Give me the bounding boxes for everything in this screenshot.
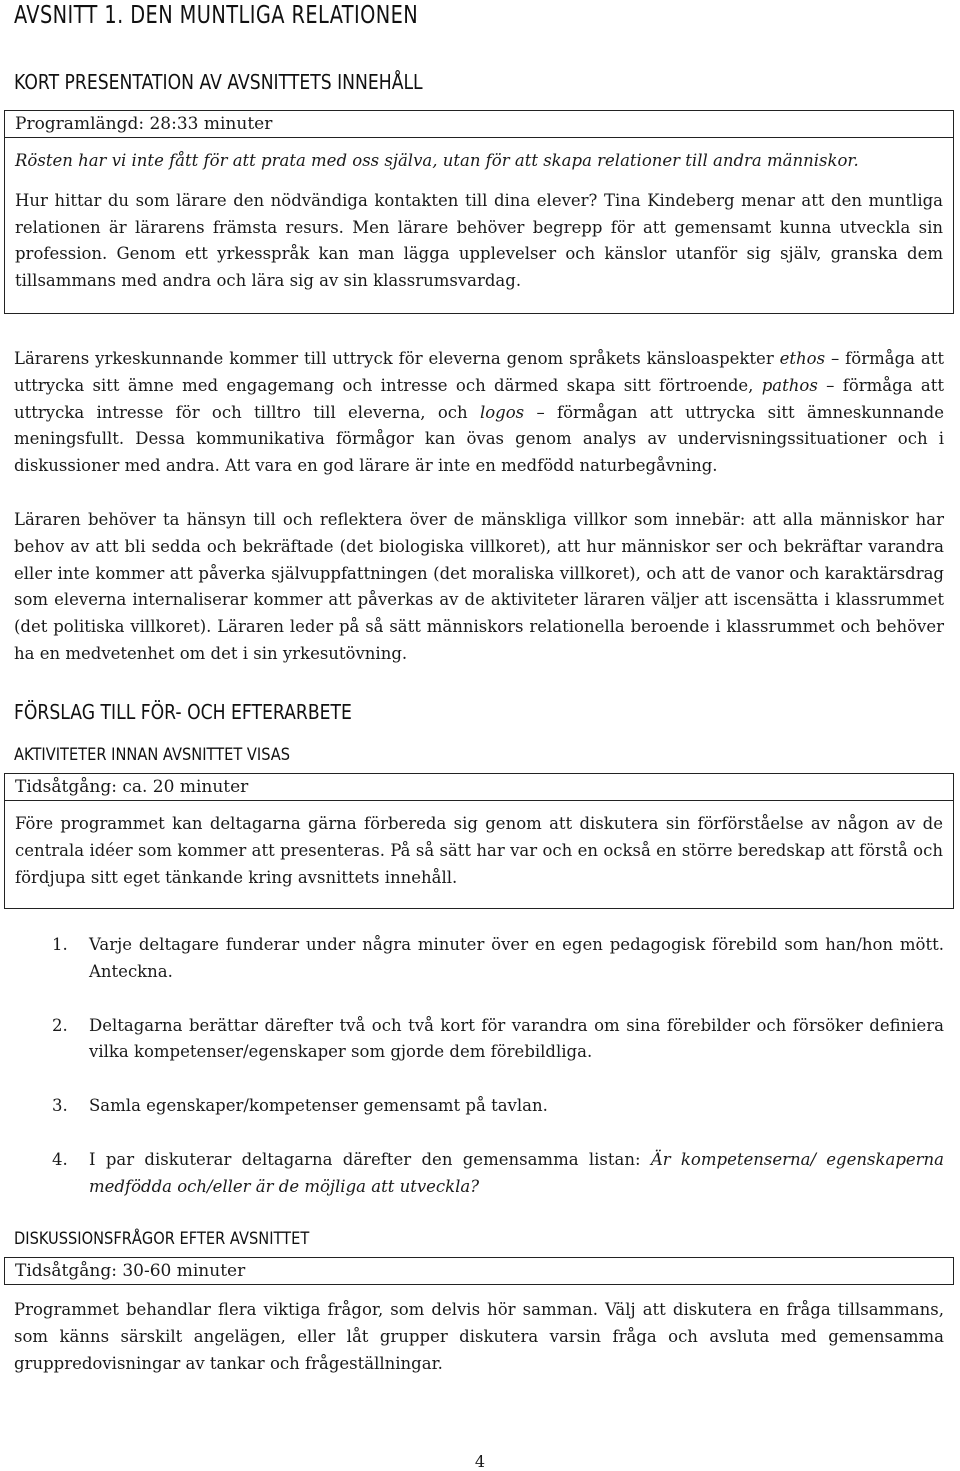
activities-box	[4, 773, 954, 909]
discussion-body: Programmet behandlar flera viktiga frågor, som delvis hör samman. Välj att diskutera en fråga tillsammans, som känns särskilt angelägen, eller låt grupper diskutera varsin fråga och avsluta med gemensamma gruppredovisningar av tankar och frågeställningar.	[14, 1300, 944, 1373]
activity-list	[14, 932, 944, 1228]
section-heading-discussion: DISKUSSIONSFRÅGOR EFTER AVSNITTET	[14, 1229, 310, 1249]
activities-body: Före programmet kan deltagarna gärna förbereda sig genom att diskutera sin förförståelse av någon av de centrala idéer som kommer att presenteras. På så sätt har var och en också en större beredskap att förstå och fördjupa sitt eget tänkande kring avsnittets innehåll.	[15, 814, 943, 887]
time-required: Tidsåtgång: ca. 20 minuter	[5, 774, 953, 801]
competence-paragraph: Lärarens yrkeskunnande kommer till uttryck för eleverna genom språkets känsloaspekter ethos – förmåga att uttrycka sitt ämne med engagemang och intresse och därmed skapa sitt förtroende, pathos – förmåga att uttrycka intresse för och tilltro till eleverna, och logos – förmågan att uttrycka sitt ämneskunnande meningsfullt. Dessa kommunikativa förmågor kan övas genom analys av undervisningssituationer och i diskussioner med andra. Att vara en god lärare är inte en medfödd naturbegåvning.	[14, 349, 944, 476]
section-heading-work: FÖRSLAG TILL FÖR- OCH EFTERARBETE	[14, 700, 352, 724]
program-length: Programlängd: 28:33 minuter	[5, 111, 953, 138]
presentation-box	[4, 110, 954, 314]
sub-heading-before: AKTIVITETER INNAN AVSNITTET VISAS	[14, 745, 291, 765]
section-heading-presentation: KORT PRESENTATION AV AVSNITTETS INNEHÅLL	[14, 70, 423, 94]
list-item: 2. Deltagarna berättar därefter två och två kort för varandra om sina förebilder och försöker definiera vilka kompetenser/egenskaper som gjorde dem förebildliga.	[52, 1015, 944, 1062]
conditions-paragraph: Läraren behöver ta hänsyn till och reflektera över de mänskliga villkor som innebär: att alla människor har behov av att bli sedda och bekräftade (det biologiska villkoret), att hur människor ser och bekräftar varandra eller inte kommer att påverka självuppfattningen (det moraliska villkoret), och att de vanor och karaktärsdrag som eleverna internaliserar kommer att påverkas av de aktiviteter läraren väljer att iscensätta i klassrummet (det politiska villkoret). Läraren leder på så sätt människors relationella beroende i klassrummet och behöver ha en medvetenhet om det i sin yrkesutövning.	[14, 510, 944, 663]
list-item: 1. Varje deltagare funderar under några minuter över en egen pedagogisk förebild som han/hon mött. Anteckna.	[52, 935, 944, 981]
discussion-time: Tidsåtgång: 30-60 minuter	[4, 1257, 954, 1285]
list-item: 3. Samla egenskaper/kompetenser gemensamt på tavlan.	[52, 1096, 548, 1116]
page-title: AVSNITT 1. DEN MUNTLIGA RELATIONEN	[14, 0, 419, 29]
presentation-paragraph: Hur hittar du som lärare den nödvändiga kontakten till dina elever? Tina Kindeberg menar att den muntliga relationen är lärarens främsta resurs. Men lärare behöver begrepp för att gemensamt kunna utveckla sin profession. Genom ett yrkesspråk kan man lägga upplevelser och känslor utanför sig själv, granska dem tillsammans med andra och lära sig av sin klassrumsvardag.	[15, 190, 943, 291]
discussion-box	[4, 1257, 954, 1397]
list-item: 4. I par diskuterar deltagarna därefter den gemensamma listan: Är kompetenserna/ egenskaperna medfödda och/eller är de möjliga att utveckla?	[52, 1149, 944, 1196]
page-number: 4	[474, 1452, 486, 1471]
intro-quote: Rösten har vi inte fått för att prata med oss själva, utan för att skapa relationer till andra människor.	[15, 151, 859, 170]
